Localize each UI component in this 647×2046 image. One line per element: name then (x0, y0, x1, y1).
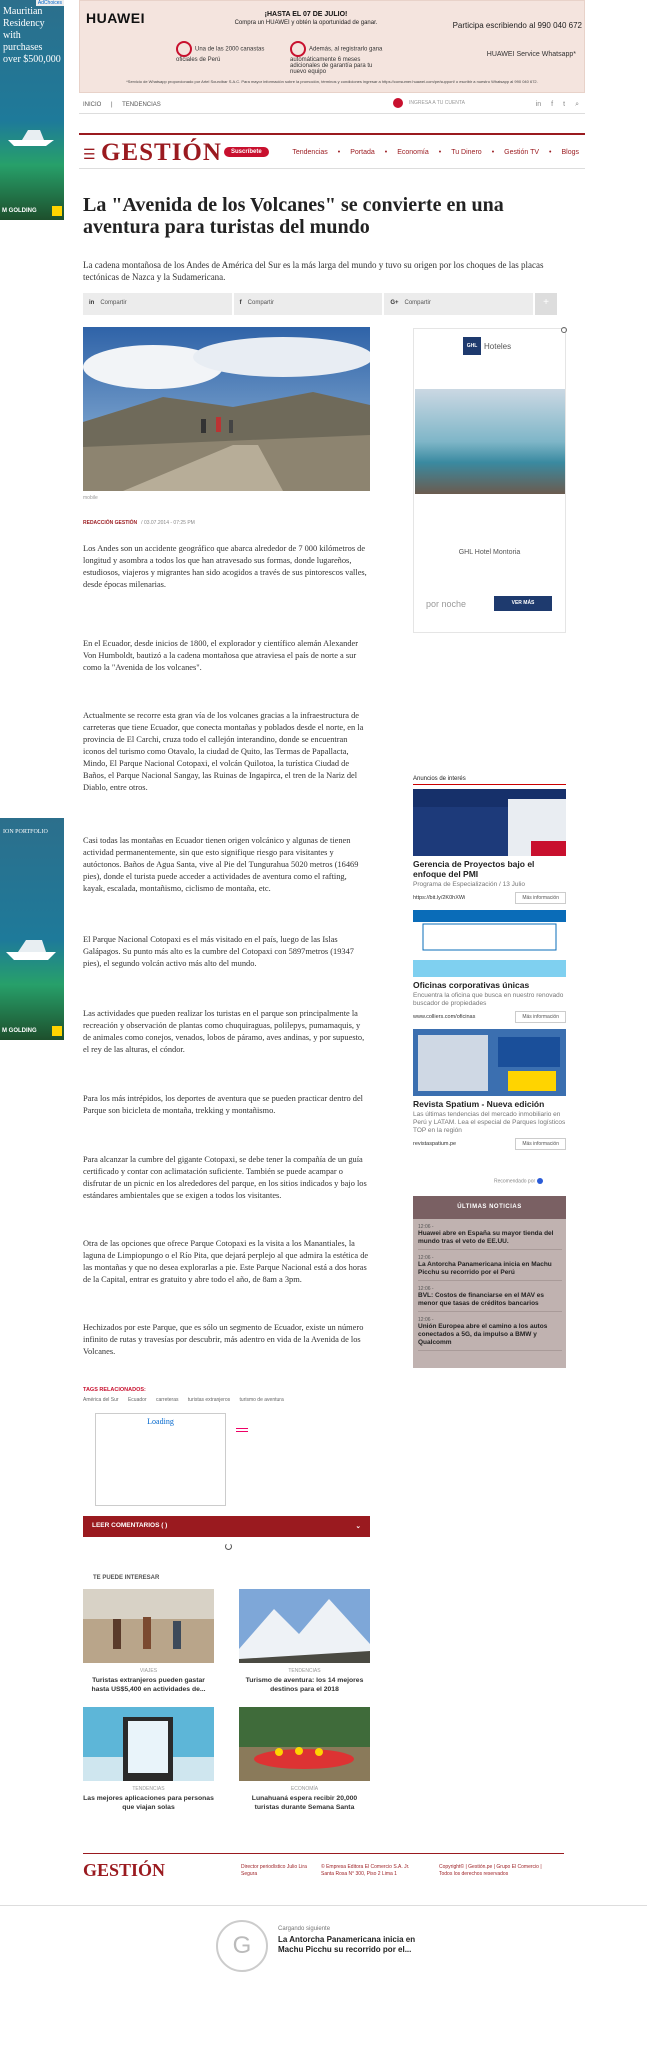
tag-link[interactable]: turismo de aventura (239, 1397, 284, 1403)
related-image (239, 1589, 370, 1663)
article-paragraph: Para alcanzar la cumbre del gigante Cotopaxi, se debe tener la compañía de un guía certificado y contar con aclimatación suficiente. También se puede acampar o disfrutar de un picnic en los alrededores del parque, en los sitios indicados y bajo los estándares ambientales que se exigen a todos los visitantes. (83, 1155, 367, 1200)
nav-gestion-tv[interactable]: Gestión TV (504, 149, 540, 156)
loading-text: Loading (147, 1417, 174, 1426)
more-info-button[interactable]: Más información (515, 1011, 566, 1023)
related-category: ECONOMÍA (290, 1786, 319, 1792)
sponsored-url: revistaspatium.pe (413, 1141, 457, 1147)
ad-service: HUAWEI Service Whatsapp* (486, 51, 576, 58)
embedded-frame (95, 1413, 226, 1506)
sponsored-image (413, 910, 566, 977)
related-card[interactable] (239, 1707, 370, 1812)
ad-participate: Participa escribiendo al 990 040 672 (452, 21, 582, 30)
side-ad-bottom[interactable] (0, 818, 64, 1040)
article-paragraph: Los Andes son un accidente geográfico que abarca alrededor de 7 000 kilómetros de longitud y asombra a todos los que han atravesado sus formas, donde lugareños, estudiosos, viajeros y migrantes han sido acogidos a través de sus pintorescos valles, desde épocas milenarias. (83, 544, 367, 589)
tags-title: TAGS RELACIONADOS: (83, 1387, 146, 1393)
more-info-button[interactable]: Más información (515, 892, 566, 904)
news-time: 12:06 - (418, 1224, 434, 1230)
related-headline[interactable]: Turistas extranjeros pueden gastar hasta US$5,400 en actividades de... (91, 1677, 206, 1693)
breadcrumb (83, 102, 169, 108)
latest-news-header: ÚLTIMAS NOTICIAS (413, 1196, 566, 1219)
recommended-by[interactable]: Recomendado por (494, 1178, 543, 1184)
hotel-pool-image (415, 389, 565, 494)
sponsored-item[interactable] (413, 1029, 566, 1150)
sponsored-image (413, 1029, 566, 1096)
related-title: TE PUEDE INTERESAR (93, 1575, 160, 1581)
nav-separator: • (491, 149, 495, 156)
news-item[interactable] (418, 1317, 562, 1351)
nav-tu-dinero[interactable]: Tu Dinero (451, 149, 482, 156)
ad-brand: HUAWEI (86, 10, 145, 26)
article-paragraph: Actualmente se recorre esta gran vía de los volcanes gracias a la infraestructura de carreteras que tiene Ecuador, que conecta montañas y poblados desde el norte, en la provincia de El Carchi, cruza todo el callejón interandino, donde se encuentran iconos del turismo como Otavalo, la ciudad de Quito, las Termas de Papallacta, Mindo, El Parque Nacional Cotopaxi, el volcán Quilotoa, la turística Ciudad de Baños, el Parque Nacional Sangay, las Ruinas de Ingapirca, el tren de la Nariz del Diablo, entre otros. (83, 711, 364, 792)
ad-badge-icon (52, 206, 62, 216)
sponsored-desc: Programa de Especialización / 13 Julio (413, 881, 526, 888)
news-time: 12:06 - (418, 1286, 434, 1292)
news-headline[interactable]: Unión Europea abre el camino a los autos conectados a 5G, da impulso a BMW y Qualcomm (418, 1323, 548, 1346)
sponsored-ads (413, 776, 566, 1156)
related-category: TENDENCIAS (288, 1668, 321, 1674)
top-banner-ad[interactable] (79, 0, 585, 93)
offices-image (413, 910, 566, 977)
latest-news (413, 1196, 566, 1368)
news-time: 12:06 - (418, 1255, 434, 1261)
account-link[interactable] (393, 98, 465, 108)
ad-disclaimer: *Servicio de Whatsapp proporcionado por Artel Sourcibar S.A.C. Para mayor información sobre la promoción, términos y condiciones ingresar a https://consumer.huawei.com/pe/support/ o escribir a nuestro Whatsapp al 990 040 672. (126, 79, 538, 84)
basket-icon (176, 41, 192, 57)
site-header (79, 133, 585, 169)
magazine-image (413, 1029, 566, 1096)
nav-blogs[interactable]: Blogs (561, 149, 579, 156)
related-image (239, 1707, 370, 1781)
related-tags (83, 1387, 370, 1403)
sponsored-item[interactable] (413, 789, 566, 904)
related-articles (83, 1575, 370, 1812)
sponsored-header: Anuncios de interés (413, 776, 566, 785)
article-paragraph: Las actividades que pueden realizar los turistas en el parque son principalmente la recreación y observación de plantas como chuquiraguas, polilepys, pumamaquis, y de animales como conejos, venados, lobos de páramo, aves andinas, y por supuesto, el rey de las alturas, el cóndor. (83, 1009, 365, 1054)
hikers-image (83, 1589, 214, 1663)
more-info-button[interactable]: Más información (515, 1138, 566, 1150)
breadcrumb-tendencias[interactable]: TENDENCIAS (122, 102, 161, 108)
sponsored-url: www.colliers.com/oficinas (413, 1014, 476, 1020)
nav-tendencias[interactable]: Tendencias (292, 149, 328, 156)
share-google-button[interactable]: G+ Compartir (384, 293, 533, 315)
comments-label: LEER COMENTARIOS ( ) (92, 1522, 168, 1529)
side-ad-sub: ION PORTFOLIO (3, 829, 48, 835)
share-facebook-button[interactable]: f Compartir (234, 293, 383, 315)
main-nav (292, 149, 579, 156)
ad-badge-icon (52, 1026, 62, 1036)
tag-link[interactable]: Ecuador (127, 1397, 147, 1403)
article-paragraph: Para los más intrépidos, los deportes de aventura que se pueden practicar dentro del Parque son bicicleta de montaña, trekking y montañismo. (83, 1094, 364, 1115)
hotel-brand-logo: GHL (463, 337, 481, 355)
nav-separator: • (384, 149, 388, 156)
related-card[interactable] (83, 1707, 214, 1812)
related-category: TENDENCIAS (132, 1786, 165, 1792)
related-headline[interactable]: Las mejores aplicaciones para personas que viajan solas (83, 1795, 214, 1811)
nav-separator: • (438, 149, 442, 156)
linkedin-icon[interactable]: in (535, 101, 542, 108)
related-image (83, 1707, 214, 1781)
google-plus-icon: G+ (390, 300, 399, 306)
tag-link[interactable]: América del Sur (83, 1397, 119, 1403)
side-ad-brand: M GOLDING (2, 1028, 37, 1034)
news-time: 12:06 - (418, 1317, 434, 1323)
adchoices-icon[interactable]: AdChoices (37, 0, 62, 6)
menu-lines-icon (236, 1428, 248, 1432)
share-more-button[interactable]: + (535, 293, 557, 315)
next-article-loader[interactable] (0, 1905, 647, 2046)
article-photo (83, 327, 370, 491)
article-lead: La cadena montañosa de los Andes de América del Sur es la más larga del mundo y tuvo su origen por los choques de las placas tectónicas de Nazca y la Sudamericana. (83, 260, 544, 282)
account-label: INGRESA A TU CUENTA (409, 100, 465, 106)
linkedin-icon: in (89, 300, 95, 306)
nav-portada[interactable]: Portada (350, 149, 375, 156)
nav-separator: • (337, 149, 341, 156)
publish-date: / 03.07.2014 - 07:25 PM (141, 520, 195, 526)
related-headline[interactable]: Lunahuaná espera recibir 20,000 turistas durante Semana Santa (251, 1795, 358, 1811)
ad-promo-text: Compra un HUAWEI y obtén la oportunidad de ganar. (234, 20, 378, 26)
facebook-icon[interactable]: f (551, 101, 554, 108)
mountains-image (239, 1589, 370, 1663)
article-paragraph: El Parque Nacional Cotopaxi es el más visitado en el país, luego de las Islas Galápagos. Su punto más alto es la cumbre del Cotopaxi con 5897metros (19347 pies), el segundo volcán activo más alto del mundo. (83, 935, 354, 968)
volcano-hikers-image (83, 327, 370, 491)
sponsored-title[interactable]: Oficinas corporativas únicas (413, 980, 530, 990)
ad-info-icon[interactable] (561, 327, 567, 333)
hotel-brand-label: Hoteles (484, 342, 512, 351)
tag-link[interactable]: carreteras (155, 1397, 179, 1403)
ad-feature-1: Una de las 2000 canastas oficiales de Perú (176, 41, 276, 63)
subscribe-button[interactable]: Suscríbete (224, 147, 269, 157)
sponsored-title[interactable]: Revista Spatium - Nueva edición (413, 1099, 545, 1109)
related-image (83, 1589, 214, 1663)
side-ad-brand: M GOLDING (2, 208, 37, 214)
view-more-button[interactable]: VER MÁS (494, 596, 552, 611)
site-logo[interactable]: GESTIÓN (101, 139, 222, 166)
price-label: por noche (426, 599, 467, 609)
byline (83, 520, 195, 526)
sponsored-desc: Las últimas tendencias del mercado inmobiliario en Perú y LATAM. Lea el especial de Parques logísticos TOP en la región (413, 1111, 566, 1134)
hotel-name: GHL Hotel Montoria (458, 549, 521, 556)
ad-feature-2: Además, al registrarlo gana automáticamente 6 meses adicionales de garantía para tu nuevo equipo (290, 41, 390, 75)
traveler-phone-image (83, 1707, 214, 1781)
related-card[interactable] (83, 1589, 214, 1694)
site-footer (83, 1853, 564, 1889)
social-links (536, 101, 579, 109)
yacht-icon (6, 120, 58, 150)
article-paragraph: Otra de las opciones que ofrece Parque Cotopaxi es la visita a los Manantiales, la laguna de Limpiopungo o el Río Pita, que dejará perplejo al que admira la estética de las montañas y que no desea explorarlas a pie. Este Parque Nacional está a dos horas de la Capital, entrar es gratuito y abre todo el año, de 8am a 3pm. (83, 1239, 369, 1284)
side-ad-top[interactable] (0, 0, 64, 220)
article-title: La "Avenida de los Volcanes" se convierte en una aventura para turistas del mundo (83, 194, 504, 238)
menu-icon[interactable]: ☰ (83, 146, 96, 162)
outbrain-icon (537, 1178, 543, 1184)
loading-next-label: Cargando siguiente (278, 1926, 331, 1932)
news-item[interactable] (418, 1224, 562, 1250)
side-ad-headline: Mauritian Residency with purchases over $500,000 (3, 6, 61, 65)
read-comments-button[interactable] (83, 1516, 370, 1537)
news-headline[interactable]: BVL: Costos de financiarse en el MAV es menor que tasas de créditos bancarios (418, 1292, 544, 1307)
article-paragraph: En el Ecuador, desde inicios de 1800, el explorador y científico alemán Alexander Von Humboldt, bautizó a la cadena montañosa que atraviesa el país de norte a sur como la "Avenida de los volcanes". (83, 639, 359, 672)
search-icon[interactable]: ⌕ (575, 101, 579, 108)
footer-logo[interactable]: GESTIÓN (83, 1860, 166, 1880)
user-icon (393, 98, 403, 108)
footer-director: Director periodístico Julio Lira Segura (241, 1864, 307, 1877)
sponsored-url: https://bit.ly/2K0hXWi (413, 895, 466, 901)
article-paragraph: Hechizados por este Parque, que es sólo un segmento de Ecuador, existe un número infinito de rutas y travesías por descubrir, más adentro en vida de la Avenida de los Volcanes. (83, 1323, 364, 1356)
twitter-icon[interactable]: t (563, 101, 566, 108)
share-linkedin-button[interactable]: in Compartir (83, 293, 232, 315)
sponsored-item[interactable] (413, 910, 566, 1023)
pmi-course-image (413, 789, 566, 856)
sponsored-desc: Encuentra la oficina que busca en nuestro renovado buscador de propiedades (413, 992, 564, 1007)
gestion-g-icon: G (216, 1920, 268, 1972)
article-paragraph: Casi todas las montañas en Ecuador tienen origen volcánico y algunas de tienen actividad permanentemente, sin que esto signifique riesgo para visitantes y autóctonos. Baños de Agua Santa, vive al Pie del Tungurahua 5020 metros (16469 pies), donde el turista puede acceder a actividades de aventura como el rafting, kayak, escalada, montañismo, ciclismo de montaña, etc. (83, 836, 359, 893)
related-headline[interactable]: Turismo de aventura: los 14 mejores destinos para el 2018 (245, 1677, 364, 1693)
yacht-icon (4, 928, 60, 968)
hotel-ad[interactable] (413, 328, 566, 633)
breadcrumb-bar (79, 98, 585, 114)
related-card[interactable] (239, 1589, 370, 1694)
news-headline[interactable]: La Antorcha Panamericana inicia en Machu Picchu su recorrido por el Perú (418, 1261, 552, 1276)
breadcrumb-inicio[interactable]: INICIO (83, 102, 102, 108)
next-article-title[interactable]: La Antorcha Panamericana inicia en Machu Picchu su recorrido por el... (278, 1935, 416, 1954)
photo-caption: mobile (83, 495, 98, 501)
footer-copyright: Copyright© | Gestión.pe | Grupo El Comercio | Todos los derechos reservados (439, 1864, 542, 1877)
tag-link[interactable]: turistas extranjeros (187, 1397, 231, 1403)
ad-promo-headline: ¡HASTA EL 07 DE JULIO! (264, 11, 348, 18)
share-bar (83, 293, 557, 315)
rafting-image (239, 1707, 370, 1781)
chevron-down-icon: ⌄ (355, 1523, 361, 1530)
nav-economia[interactable]: Economía (397, 149, 429, 156)
facebook-icon: f (239, 300, 242, 306)
nav-separator: • (549, 149, 552, 156)
news-item[interactable] (418, 1255, 562, 1281)
news-headline[interactable]: Huawei abre en España su mayor tienda del mundo tras el veto de EE.UU. (418, 1230, 554, 1245)
news-item[interactable] (418, 1286, 562, 1312)
sponsored-image (413, 789, 566, 856)
related-category: VIAJES (139, 1668, 158, 1674)
sponsored-title[interactable]: Gerencia de Proyectos bajo el enfoque del PMI (413, 859, 535, 879)
footer-publisher: © Empresa Editora El Comercio S.A. Jr. Santa Rosa N° 300, Piso 2 Lima 1 (321, 1864, 410, 1877)
shield-icon (290, 41, 306, 57)
author[interactable]: REDACCIÓN GESTIÓN (83, 520, 138, 526)
breadcrumb-separator: | (111, 102, 113, 108)
loading-spinner-icon (225, 1543, 232, 1550)
